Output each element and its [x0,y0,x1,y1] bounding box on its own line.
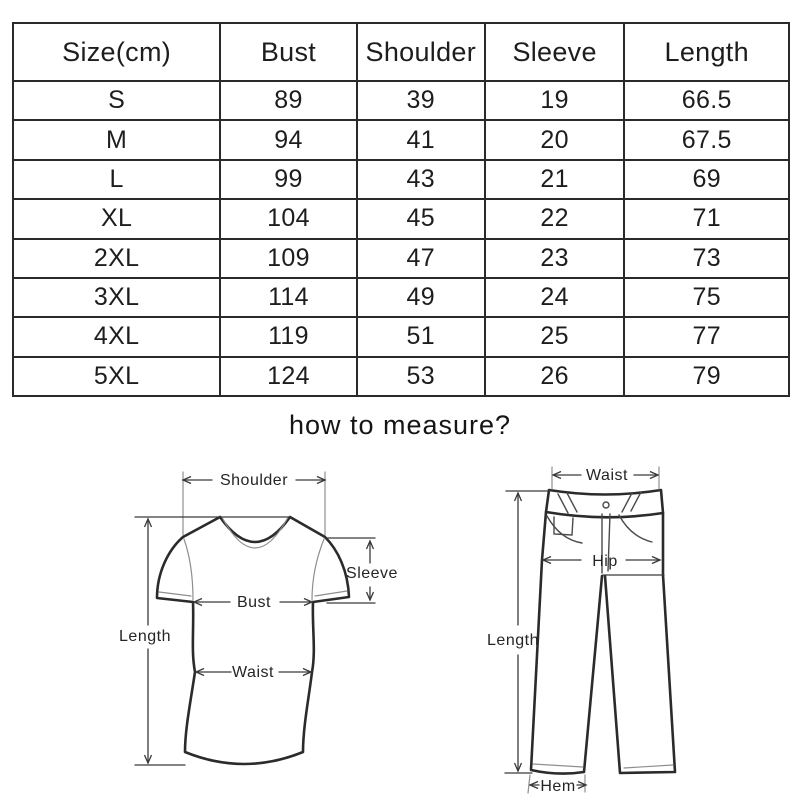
length-cell: 73 [624,239,789,278]
bust-cell: 99 [220,160,357,199]
hem-guide-left [528,775,530,793]
size-cell: XL [13,199,220,238]
pants-diagram [460,455,725,800]
length-cell: 77 [624,317,789,356]
how-to-measure-title: how to measure? [288,410,512,440]
right-pocket-curve [619,515,652,542]
shoulder-cell: 49 [357,278,485,317]
table-row [13,81,789,120]
bust-cell: 89 [220,81,357,120]
pants-length-label: Length [487,632,539,649]
right-hem-stitch [624,765,673,768]
length-cell: 66.5 [624,81,789,120]
pants-hip-label: Hip [592,553,618,570]
shoulder-cell: 45 [357,199,485,238]
sleeve-cell: 24 [485,278,625,317]
pants-waist-measure [552,467,659,489]
shoulder-cell: 51 [357,317,485,356]
sleeve-cell: 19 [485,81,625,120]
size-table-header [13,23,789,81]
shirt-sleeve-label: Sleeve [346,565,398,582]
watch-pocket [554,517,573,535]
pants-length-measure [487,491,551,773]
shoulder-cell: 43 [357,160,485,199]
table-row [13,239,789,278]
shirt-length-label: Length [119,628,171,645]
belt-loop-left-1 [558,494,568,513]
pants-legs-path [531,512,675,774]
pants-outline [531,490,675,774]
sleeve-cell: 23 [485,239,625,278]
waist-button [603,502,609,508]
bust-cell: 124 [220,357,357,396]
header-shoulder: Shoulder [357,23,485,81]
shoulder-cell: 53 [357,357,485,396]
hem-measure [528,775,586,795]
bust-measure [194,594,312,611]
bust-cell: 114 [220,278,357,317]
bust-cell: 109 [220,239,357,278]
left-armhole-seam [184,539,193,600]
bust-cell: 104 [220,199,357,238]
sleeve-measure [327,538,398,603]
pants-waist-label: Waist [586,467,628,484]
left-pocket-curve [547,516,582,543]
size-cell: 2XL [13,239,220,278]
length-cell: 71 [624,199,789,238]
size-cell: 5XL [13,357,220,396]
table-row [13,278,789,317]
sleeve-cell: 25 [485,317,625,356]
belt-loop-right-2 [631,492,641,511]
left-hem-stitch [533,764,583,767]
length-cell: 75 [624,278,789,317]
bust-cell: 94 [220,120,357,159]
shirt-waist-label: Waist [232,664,274,681]
length-cell: 69 [624,160,789,199]
header-row [13,23,789,81]
tshirt-body-path [157,517,349,764]
collar-inner-curve [223,519,287,548]
header-sleeve: Sleeve [485,23,625,81]
size-table-body [13,81,789,396]
hip-measure [543,553,664,575]
belt-loop-right-1 [622,493,632,512]
size-cell: 3XL [13,278,220,317]
sleeve-cell: 21 [485,160,625,199]
bust-cell: 119 [220,317,357,356]
shoulder-cell: 41 [357,120,485,159]
belt-loop-left-2 [567,493,577,512]
header-length: Length [624,23,789,81]
shirt-length-measure [119,517,290,765]
shoulder-cell: 47 [357,239,485,278]
header-bust: Bust [220,23,357,81]
tshirt-outline [157,517,349,764]
table-row [13,199,789,238]
shirt-waist-measure [196,664,311,681]
sleeve-cell: 20 [485,120,625,159]
shirt-shoulder-label: Shoulder [219,472,289,489]
right-cuff-stitch [315,591,347,596]
sleeve-cell: 22 [485,199,625,238]
size-cell: S [13,81,220,120]
sleeve-cell: 26 [485,357,625,396]
table-row [13,120,789,159]
shoulder-cell: 39 [357,81,485,120]
right-armhole-seam [312,539,324,600]
length-cell: 67.5 [624,120,789,159]
size-table [12,22,790,397]
table-row [13,160,789,199]
table-row [13,357,789,396]
header-size: Size(cm) [13,23,220,81]
shirt-bust-label: Bust [236,594,272,611]
pants-hem-label: Hem [540,778,576,795]
size-cell: L [13,160,220,199]
size-cell: M [13,120,220,159]
table-row [13,317,789,356]
tshirt-diagram [95,455,430,800]
length-cell: 79 [624,357,789,396]
left-cuff-stitch [159,592,191,596]
size-cell: 4XL [13,317,220,356]
